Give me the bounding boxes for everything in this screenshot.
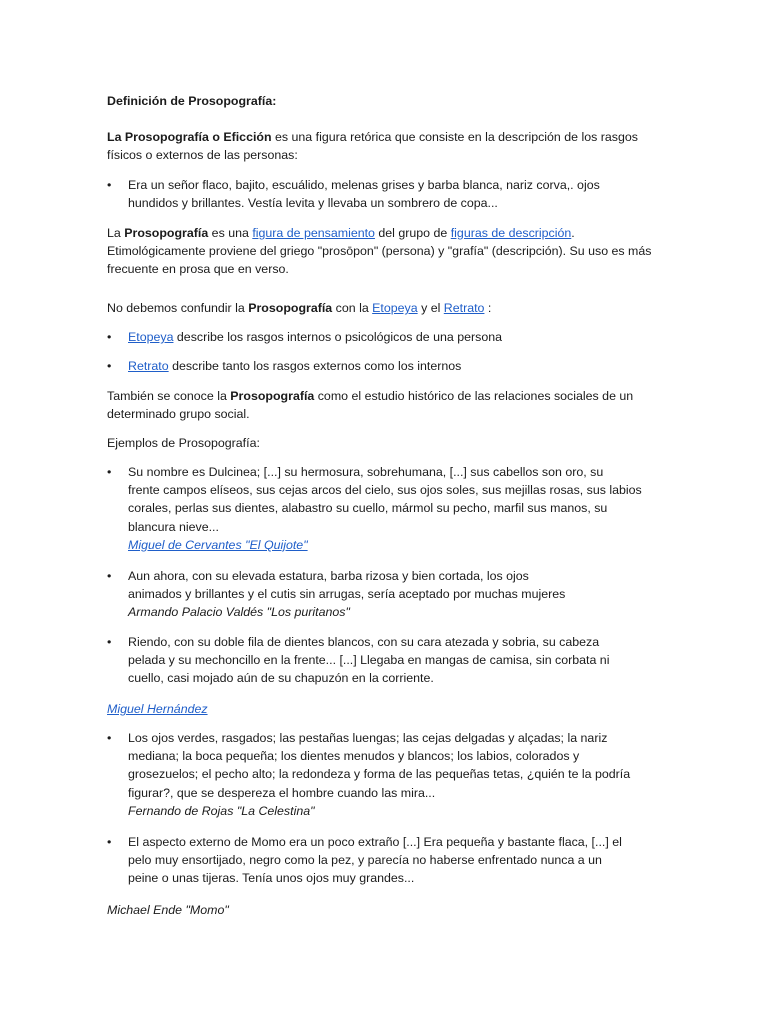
link-etopeya-def[interactable]: Etopeya — [128, 330, 174, 344]
source-line-momo: Michael Ende "Momo" — [107, 903, 229, 917]
link-retrato-def[interactable]: Retrato — [128, 359, 169, 373]
source-citation: Fernando de Rojas "La Celestina" — [128, 803, 315, 818]
source-link-miguel-hernandez[interactable]: Miguel Hernández — [107, 702, 208, 716]
source-citation: Armando Palacio Valdés "Los puritanos" — [128, 605, 350, 620]
examples-heading: Ejemplos de Prosopografía: — [107, 436, 260, 450]
example-item: • El aspecto externo de Momo era un poco extraño [...] Era pequeña y bastante flaca, [...] el pelo muy ensortijado, negro como la pez, y parecía no haberse enfrentado nunca a un peine o unas tijeras. Tenía unos ojos muy grandes... — [107, 835, 622, 886]
definition-paragraph: La Prosopografía es una figura de pensamiento del grupo de figuras de descripción. Etimológicamente proviene del griego "prosōpon" (persona) y "grafía" (descripción). Su uso es más frecuente en prosa que en verso. — [107, 226, 652, 277]
example-item: • Su nombre es Dulcinea; [...] su hermosura, sobrehumana, [...] sus cabellos son oro, su frente campos elíseos, sus cejas arcos del cielo, sus ojos soles, sus mejillas rosas, sus labios corales, perlas sus dientes, alabastro su cuello, mármol su pecho, marfil sus manos, su blancura nieve... Miguel de Cervantes "El Quijote" — [107, 465, 642, 552]
link-figura-de-pensamiento[interactable]: figura de pensamiento — [252, 226, 375, 240]
list-item: • Retrato describe tanto los rasgos externos como los internos — [107, 359, 462, 373]
source-line — [107, 700, 667, 718]
link-etopeya[interactable]: Etopeya — [372, 301, 418, 315]
example-item: • Riendo, con su doble fila de dientes blancos, con su cara atezada y sobria, su cabeza pelada y su mechoncillo en la frente... [...] Llegaba en mangas de camisa, sin corbata ni cuello, casi mojado aún de su chapuzón en la corriente. — [107, 635, 610, 686]
history-paragraph: También se conoce la Prosopografía como el estudio histórico de las relaciones sociales de un determinado grupo social. — [107, 389, 634, 422]
example-item: • Los ojos verdes, rasgados; las pestañas luengas; las cejas delgadas y alçadas; la nariz mediana; la boca pequeña; los dientes menudos y blancos; los labios, colorados y grosezuelos; el pecho alto; la redondeza y forma de las pequeñas tetas, ¿quién te la podría figurar?, que se despereza el hombre cuando las mira... Fernando de Rojas "La Celestina" — [107, 731, 631, 818]
list-item: • Etopeya describe los rasgos internos o psicológicos de una persona — [107, 330, 503, 344]
comparison-paragraph: No debemos confundir la Prosopografía con la Etopeya y el Retrato : — [107, 301, 492, 315]
link-figuras-de-descripcion[interactable]: figuras de descripción — [450, 226, 572, 240]
source-link-quijote[interactable]: Miguel de Cervantes "El Quijote" — [128, 537, 308, 552]
link-retrato[interactable]: Retrato — [443, 301, 485, 315]
section-heading: Definición de Prosopografía: — [107, 94, 277, 108]
intro-paragraph: La Prosopografía o Eficción es una figura retórica que consiste en la descripción de los rasgos físicos o externos de las personas: — [107, 130, 638, 163]
example-item: • Aun ahora, con su elevada estatura, barba rizosa y bien cortada, los ojos animados y brillantes y el cutis sin arrugas, sería aceptado por muchas mujeres Armando Palacio Valdés "Los puritanos" — [107, 569, 566, 620]
example-bullet: • Era un señor flaco, bajito, escuálido, melenas grises y barba blanca, nariz corva,. ojos hundidos y brillantes. Vestía levita y llevaba un sombrero de copa... — [107, 178, 600, 211]
